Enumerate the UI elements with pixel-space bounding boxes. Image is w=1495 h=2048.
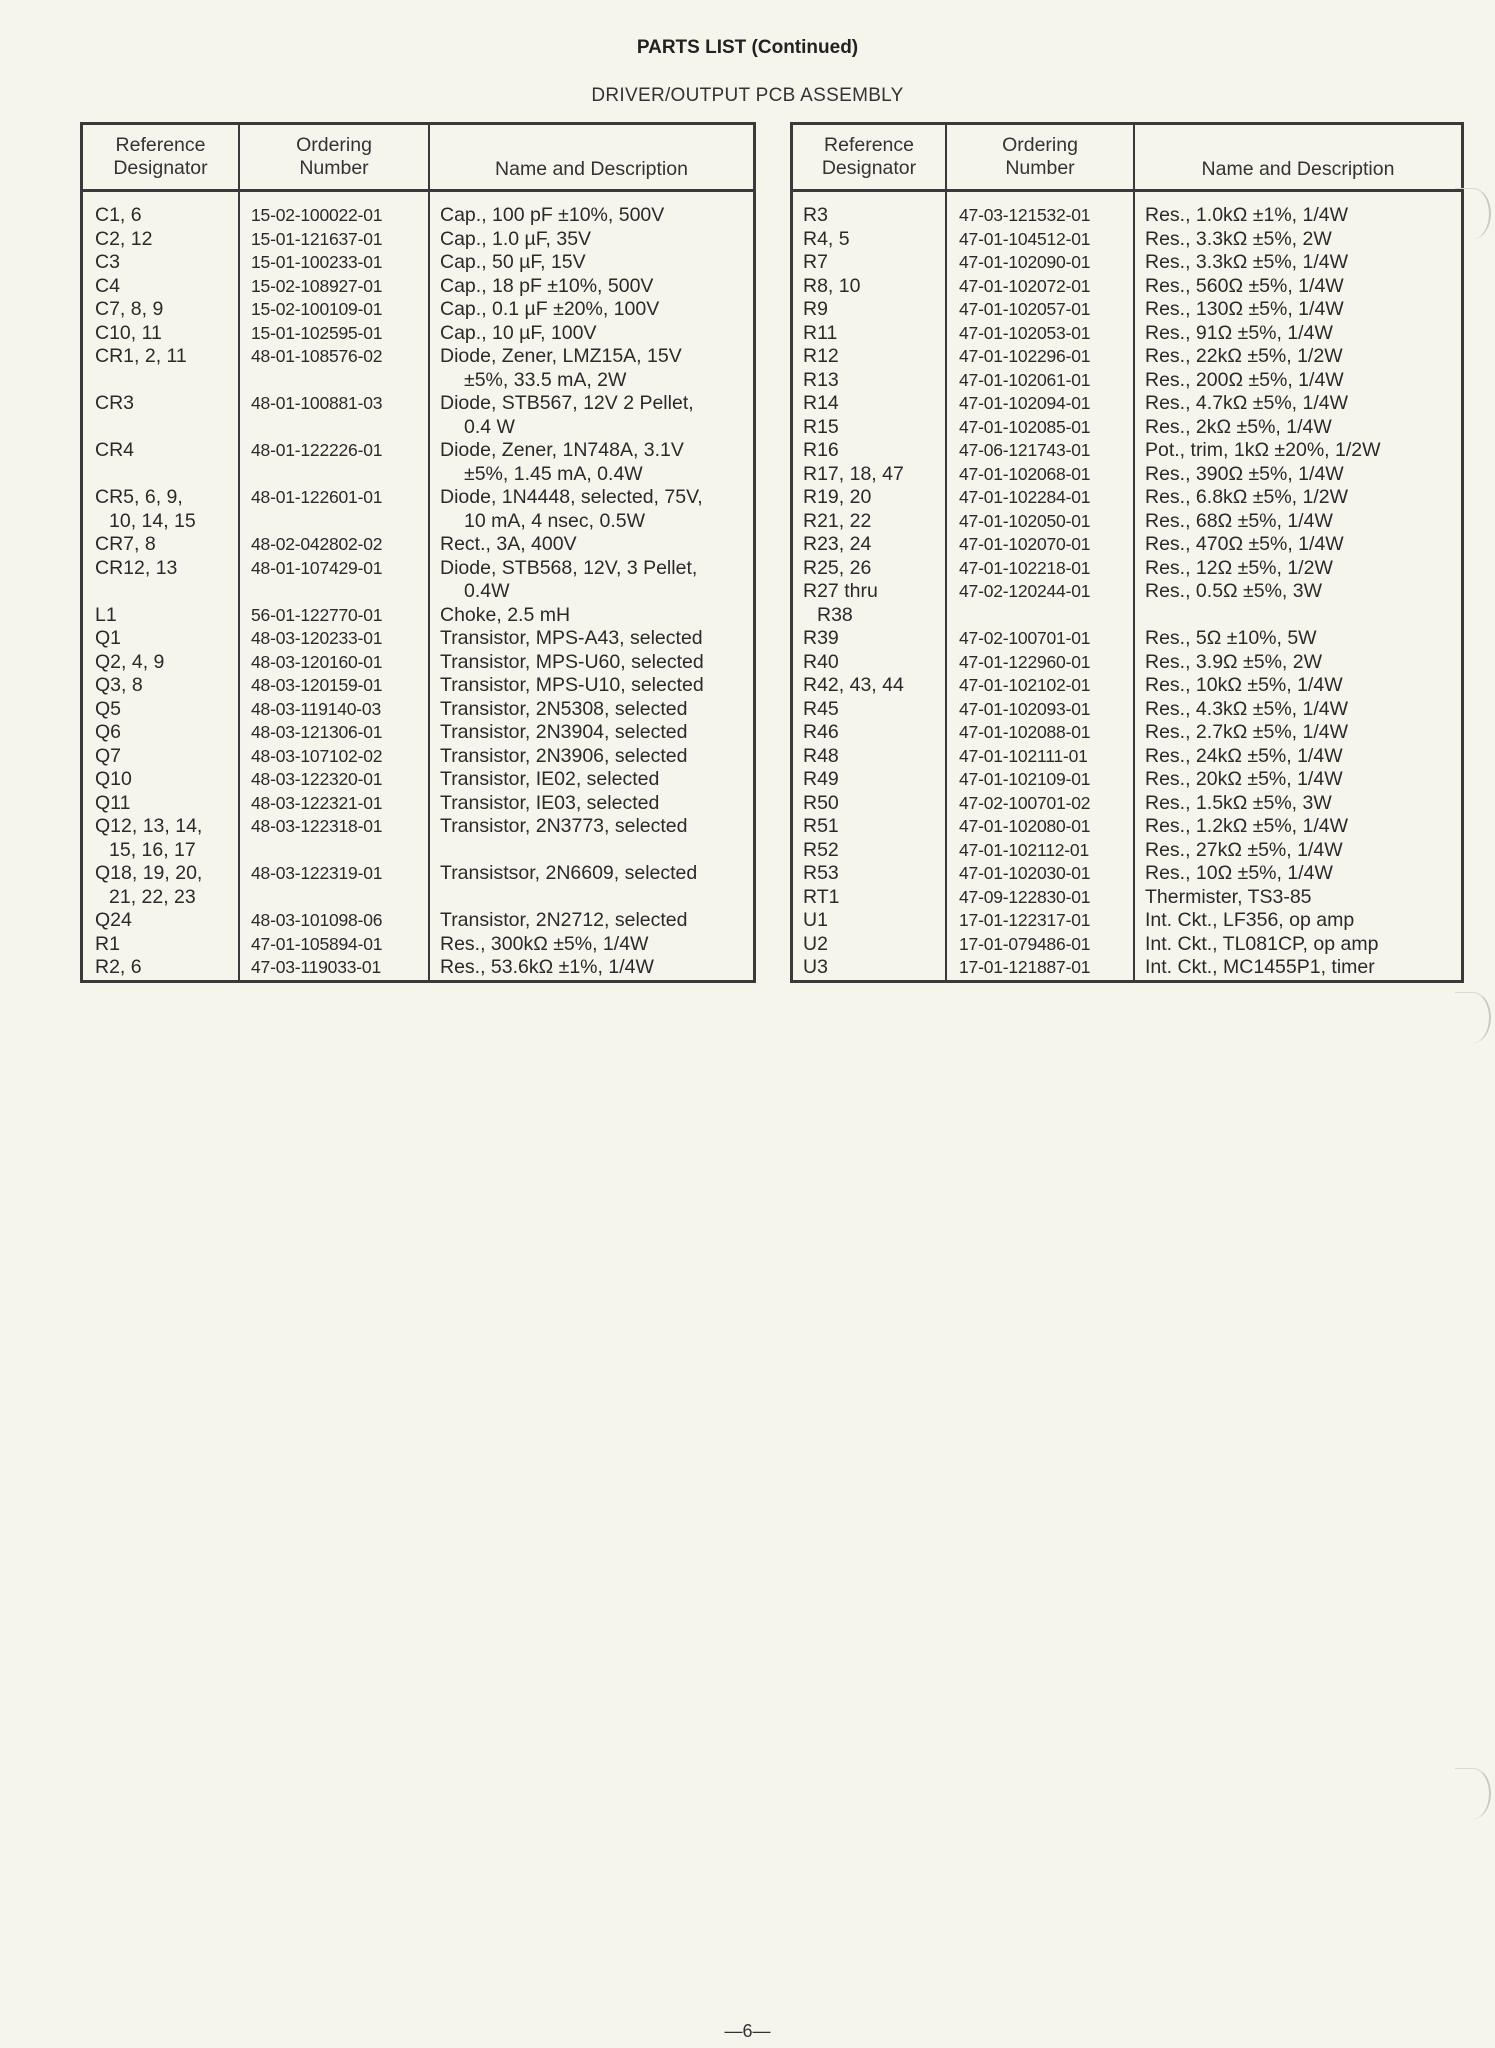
table-cell-num: 15-01-100233-01 [251, 252, 383, 272]
table-cell-num [251, 463, 428, 487]
table-cell-num: 48-03-120233-01 [251, 628, 383, 648]
table-cell-ref: C4 [95, 274, 120, 297]
table-cell-ref [95, 416, 238, 440]
table-cell-ref: R3 [803, 204, 828, 226]
table-cell-ref: R38 [817, 603, 853, 626]
table-cell-num: 48-01-107429-01 [251, 557, 383, 578]
table-cell-num: 48-03-107102-02 [251, 745, 383, 766]
table-cell-ref: R8, 10 [803, 274, 861, 297]
table-cell-ref: L1 [95, 603, 117, 626]
ordering-number-column [947, 192, 1135, 980]
table-cell-num: 48-01-122226-01 [251, 440, 383, 460]
table-cell-num: 47-01-102218-01 [959, 557, 1091, 578]
table-cell-ref: Q18, 19, 20, [95, 862, 203, 884]
table-cell-desc: Transistor, 2N3904, selected [440, 721, 688, 743]
table-cell-desc: Res., 10Ω ±5%, 1/4W [1145, 862, 1333, 884]
table-cell-desc: Transistor, 2N5308, selected [440, 697, 688, 720]
table-cell-num [251, 510, 428, 534]
table-cell-desc: Res., 2.7kΩ ±5%, 1/4W [1145, 721, 1349, 743]
table-cell-num: 47-01-102070-01 [959, 534, 1091, 554]
table-cell-ref: 21, 22, 23 [109, 885, 196, 908]
table-cell-desc: Res., 560Ω ±5%, 1/4W [1145, 274, 1344, 297]
table-cell-ref: CR4 [95, 439, 135, 461]
table-cell-ref: CR7, 8 [95, 533, 156, 555]
table-cell-ref: Q12, 13, 14, [95, 815, 203, 837]
table-cell-desc: Thermister, TS3-85 [1145, 885, 1312, 908]
assembly-subtitle: DRIVER/OUTPUT PCB ASSEMBLY [591, 85, 904, 106]
table-cell-ref: Q2, 4, 9 [95, 650, 165, 673]
table-cell-desc: Int. Ckt., MC1455P1, timer [1145, 956, 1375, 978]
table-cell-desc: Diode, 1N4448, selected, 75V, [440, 486, 703, 508]
table-cell-desc: 0.4W [464, 580, 510, 602]
page-number: —6— [724, 2021, 771, 2041]
table-cell-num [959, 604, 1133, 628]
table-cell-ref: R46 [803, 721, 839, 743]
table-cell-num: 17-01-122317-01 [959, 910, 1091, 930]
table-cell-desc: Diode, STB567, 12V 2 Pellet, [440, 392, 694, 414]
table-cell-num: 47-02-120244-01 [959, 581, 1091, 601]
table-cell-ref [95, 463, 238, 487]
table-cell-desc: Cap., 1.0 µF, 35V [440, 227, 592, 250]
table-cell-num: 47-01-102072-01 [959, 275, 1091, 296]
binder-hole-middle [1455, 992, 1491, 1043]
table-cell-desc [440, 886, 753, 910]
table-cell-num: 47-01-102080-01 [959, 816, 1091, 836]
table-cell-ref: C7, 8, 9 [95, 298, 164, 320]
table-cell-ref: U3 [803, 956, 828, 978]
table-cell-ref: R12 [803, 345, 839, 367]
table-cell-num: 47-01-102088-01 [959, 722, 1091, 742]
table-cell-ref: R40 [803, 650, 839, 673]
table-cell-desc: Int. Ckt., TL081CP, op amp [1145, 932, 1379, 955]
header-ordering-number: Ordering Number [240, 125, 430, 189]
table-cell-num: 47-09-122830-01 [959, 886, 1091, 907]
table-cell-desc: Res., 1.5kΩ ±5%, 3W [1145, 791, 1332, 814]
table-cell-ref: Q11 [95, 791, 131, 814]
table-cell-desc: Cap., 50 µF, 15V [440, 251, 586, 273]
table-cell-ref: R48 [803, 744, 839, 767]
table-cell-ref: R14 [803, 392, 839, 414]
table-cell-desc: Diode, STB568, 12V, 3 Pellet, [440, 556, 698, 579]
table-cell-num: 47-01-102296-01 [959, 346, 1091, 366]
table-cell-desc: Res., 5Ω ±10%, 5W [1145, 627, 1317, 649]
table-cell-num: 47-06-121743-01 [959, 440, 1091, 460]
table-cell-desc: Res., 3.3kΩ ±5%, 2W [1145, 227, 1332, 250]
table-cell-num: 48-03-122321-01 [251, 792, 383, 813]
table-cell-ref: R19, 20 [803, 486, 872, 508]
table-cell-ref: R45 [803, 697, 839, 720]
table-cell-ref: R39 [803, 627, 839, 649]
table-cell-num: 47-01-102068-01 [959, 463, 1091, 484]
table-cell-num: 47-01-102112-01 [959, 839, 1089, 860]
table-cell-ref: C10, 11 [95, 321, 162, 344]
table-cell-ref: CR12, 13 [95, 556, 178, 579]
table-cell-num: 15-01-102595-01 [251, 322, 383, 343]
table-cell-num: 47-01-102284-01 [959, 487, 1091, 507]
table-cell-num: 48-01-108576-02 [251, 346, 383, 366]
table-cell-desc: ±5%, 1.45 mA, 0.4W [464, 462, 643, 485]
table-cell-ref: Q7 [95, 744, 122, 767]
table-cell-desc: 10 mA, 4 nsec, 0.5W [464, 509, 645, 532]
table-cell-num [251, 580, 428, 604]
table-cell-ref: R9 [803, 298, 828, 320]
table-cell-desc: Transistor, 2N2712, selected [440, 909, 688, 931]
reference-column [793, 192, 947, 980]
table-cell-desc: Pot., trim, 1kΩ ±20%, 1/2W [1145, 439, 1381, 461]
table-cell-ref: 15, 16, 17 [109, 838, 196, 861]
table-cell-num: 47-01-102102-01 [959, 675, 1091, 695]
table-cell-desc: Res., 27kΩ ±5%, 1/4W [1145, 838, 1343, 861]
table-cell-desc: Cap., 100 pF ±10%, 500V [440, 204, 665, 226]
table-header [793, 125, 1461, 192]
table-cell-desc: Res., 3.3kΩ ±5%, 1/4W [1145, 251, 1349, 273]
table-cell-desc: Res., 68Ω ±5%, 1/4W [1145, 509, 1333, 532]
table-cell-ref: R21, 22 [803, 509, 872, 532]
ordering-number-column [240, 192, 430, 980]
table-cell-ref: Q5 [95, 697, 122, 720]
table-cell-ref: R7 [803, 251, 828, 273]
table-cell-desc: Res., 300kΩ ±5%, 1/4W [440, 932, 649, 955]
table-cell-num: 48-01-100881-03 [251, 393, 383, 413]
table-cell-ref: Q10 [95, 768, 132, 790]
table-cell-desc: Res., 12Ω ±5%, 1/2W [1145, 556, 1333, 579]
table-cell-desc: ±5%, 33.5 mA, 2W [464, 368, 627, 391]
table-cell-desc: Res., 53.6kΩ ±1%, 1/4W [440, 956, 654, 978]
table-cell-ref: 10, 14, 15 [109, 509, 196, 532]
table-cell-num: 48-01-122601-01 [251, 487, 383, 507]
table-cell-ref: R4, 5 [803, 227, 850, 250]
table-cell-desc: Transistor, 2N3906, selected [440, 744, 688, 767]
table-cell-num: 47-01-102093-01 [959, 698, 1091, 719]
table-header [83, 125, 753, 192]
table-cell-desc: Res., 390Ω ±5%, 1/4W [1145, 462, 1344, 485]
table-cell-ref: C2, 12 [95, 227, 153, 250]
table-cell-num: 48-03-122319-01 [251, 863, 383, 883]
table-cell-num: 17-01-121887-01 [959, 957, 1091, 977]
table-cell-desc: Transistor, MPS-A43, selected [440, 627, 703, 649]
table-cell-desc: Res., 1.2kΩ ±5%, 1/4W [1145, 815, 1349, 837]
table-cell-desc: Int. Ckt., LF356, op amp [1145, 909, 1355, 931]
table-cell-desc: Rect., 3A, 400V [440, 533, 577, 555]
header-reference-designator: Reference Designator [793, 125, 947, 189]
table-cell-num: 15-01-121637-01 [251, 228, 383, 249]
table-cell-ref [95, 580, 238, 604]
table-cell-ref: R16 [803, 439, 839, 461]
table-cell-num: 47-01-122960-01 [959, 651, 1091, 672]
table-cell-ref: R1 [95, 932, 120, 955]
table-cell-ref: Q6 [95, 721, 122, 743]
table-cell-num: 47-01-102050-01 [959, 510, 1091, 531]
table-cell-ref: C1, 6 [95, 204, 142, 226]
table-cell-ref [95, 369, 238, 393]
header-name-description: Name and Description [495, 158, 688, 180]
table-cell-ref: U2 [803, 932, 828, 955]
table-cell-num [251, 416, 428, 440]
table-cell-ref: R25, 26 [803, 556, 872, 579]
table-cell-desc: Choke, 2.5 mH [440, 603, 571, 626]
table-cell-ref: CR3 [95, 392, 135, 414]
table-cell-desc: Transistsor, 2N6609, selected [440, 862, 698, 884]
table-cell-ref: R51 [803, 815, 839, 837]
table-cell-desc: Res., 6.8kΩ ±5%, 1/2W [1145, 486, 1349, 508]
table-cell-desc: Cap., 10 µF, 100V [440, 321, 597, 344]
table-cell-num: 48-03-101098-06 [251, 910, 383, 930]
table-cell-desc: Res., 91Ω ±5%, 1/4W [1145, 321, 1333, 344]
table-cell-desc: Res., 130Ω ±5%, 1/4W [1145, 298, 1344, 320]
table-cell-num: 17-01-079486-01 [959, 933, 1091, 954]
header-name-description: Name and Description [1201, 158, 1395, 180]
table-cell-desc: Transistor, MPS-U60, selected [440, 650, 704, 673]
table-cell-desc: Transistor, IE03, selected [440, 791, 660, 814]
table-cell-desc: Res., 0.5Ω ±5%, 3W [1145, 580, 1323, 602]
table-cell-num: 47-02-100701-02 [959, 792, 1091, 813]
table-cell-ref: R27 thru [803, 580, 878, 602]
table-cell-ref: C3 [95, 251, 120, 273]
table-cell-num: 48-03-122320-01 [251, 769, 383, 789]
table-cell-ref: R15 [803, 415, 839, 438]
table-cell-num: 48-03-119140-03 [251, 698, 381, 719]
table-cell-desc: Res., 1.0kΩ ±1%, 1/4W [1145, 204, 1349, 226]
table-cell-ref: R17, 18, 47 [803, 462, 904, 485]
table-cell-desc: Res., 20kΩ ±5%, 1/4W [1145, 768, 1343, 790]
table-cell-num: 47-01-102111-01 [959, 745, 1088, 766]
table-cell-desc: Res., 2kΩ ±5%, 1/4W [1145, 415, 1332, 438]
table-cell-num: 56-01-122770-01 [251, 604, 383, 625]
table-cell-ref: R11 [803, 321, 838, 344]
table-cell-ref: R23, 24 [803, 533, 872, 555]
parts-table-left [80, 122, 756, 983]
table-cell-num: 47-01-102030-01 [959, 863, 1091, 883]
page-title: PARTS LIST (Continued) [636, 37, 859, 58]
table-cell-desc: Transistor, MPS-U10, selected [440, 674, 704, 696]
table-cell-desc: Res., 22kΩ ±5%, 1/2W [1145, 345, 1343, 367]
table-cell-ref: R53 [803, 862, 839, 884]
table-cell-desc: Cap., 18 pF ±10%, 500V [440, 274, 654, 297]
table-cell-desc: Res., 470Ω ±5%, 1/4W [1145, 533, 1344, 555]
table-cell-num: 48-03-120159-01 [251, 675, 383, 695]
table-cell-num [251, 886, 428, 910]
table-cell-num: 47-01-102061-01 [959, 369, 1091, 390]
table-cell-num: 47-01-105894-01 [251, 933, 383, 954]
header-reference-designator: Reference Designator [83, 125, 240, 189]
table-cell-ref: Q3, 8 [95, 674, 143, 696]
table-cell-num: 47-03-119033-01 [251, 957, 381, 977]
table-cell-ref: Q1 [95, 627, 122, 649]
table-cell-desc: Res., 10kΩ ±5%, 1/4W [1145, 674, 1343, 696]
table-cell-ref: R52 [803, 838, 839, 861]
table-cell-num: 47-01-102057-01 [959, 299, 1091, 319]
table-cell-ref: R49 [803, 768, 839, 790]
table-cell-ref: R50 [803, 791, 839, 814]
table-cell-ref: R13 [803, 368, 839, 391]
table-cell-ref: R2, 6 [95, 956, 142, 978]
table-cell-desc: Transistor, IE02, selected [440, 768, 660, 790]
table-cell-desc: Transistor, 2N3773, selected [440, 815, 688, 837]
table-cell-num: 48-03-121306-01 [251, 722, 383, 742]
table-body [793, 192, 1461, 980]
table-cell-num: 47-01-102109-01 [959, 769, 1091, 789]
table-cell-num: 47-01-102090-01 [959, 252, 1091, 272]
table-cell-ref: U1 [803, 909, 828, 931]
table-cell-num: 47-01-102085-01 [959, 416, 1091, 437]
table-cell-desc: 0.4 W [464, 415, 515, 438]
table-body [83, 192, 753, 980]
table-cell-num: 48-02-042802-02 [251, 534, 383, 554]
table-cell-ref: CR5, 6, 9, [95, 486, 183, 508]
table-cell-desc: Res., 24kΩ ±5%, 1/4W [1145, 744, 1343, 767]
description-column [430, 192, 753, 980]
parts-table-right [790, 122, 1464, 983]
table-cell-num: 47-01-102053-01 [959, 322, 1091, 343]
reference-column [83, 192, 240, 980]
binder-hole-top [1455, 188, 1491, 239]
table-cell-desc: Res., 200Ω ±5%, 1/4W [1145, 368, 1344, 391]
table-cell-desc: Res., 4.7kΩ ±5%, 1/4W [1145, 392, 1349, 414]
table-cell-desc: Cap., 0.1 µF ±20%, 100V [440, 298, 660, 320]
table-cell-ref: R42, 43, 44 [803, 674, 904, 696]
table-cell-num: 15-02-100022-01 [251, 205, 383, 225]
binder-hole-bottom [1455, 1768, 1491, 1819]
table-cell-num: 47-03-121532-01 [959, 205, 1091, 225]
header-ordering-number: Ordering Number [947, 125, 1135, 189]
table-cell-num: 15-02-100109-01 [251, 299, 383, 319]
table-cell-desc: Diode, Zener, LMZ15A, 15V [440, 345, 682, 367]
table-cell-num: 47-01-104512-01 [959, 228, 1091, 249]
table-cell-ref: RT1 [803, 885, 840, 908]
table-cell-desc [440, 839, 753, 863]
table-cell-desc: Res., 4.3kΩ ±5%, 1/4W [1145, 697, 1349, 720]
table-cell-desc [1145, 604, 1461, 628]
table-cell-num: 48-03-120160-01 [251, 651, 383, 672]
table-cell-ref: CR1, 2, 11 [95, 345, 187, 367]
table-cell-num [251, 369, 428, 393]
table-cell-desc: Res., 3.9Ω ±5%, 2W [1145, 650, 1323, 673]
table-cell-num: 48-03-122318-01 [251, 816, 383, 836]
table-cell-num [251, 839, 428, 863]
table-cell-num: 47-02-100701-01 [959, 628, 1091, 648]
description-column [1135, 192, 1461, 980]
table-cell-num: 15-02-108927-01 [251, 275, 383, 296]
table-cell-ref: Q24 [95, 909, 132, 931]
table-cell-num: 47-01-102094-01 [959, 393, 1091, 413]
table-cell-desc: Diode, Zener, 1N748A, 3.1V [440, 439, 684, 461]
